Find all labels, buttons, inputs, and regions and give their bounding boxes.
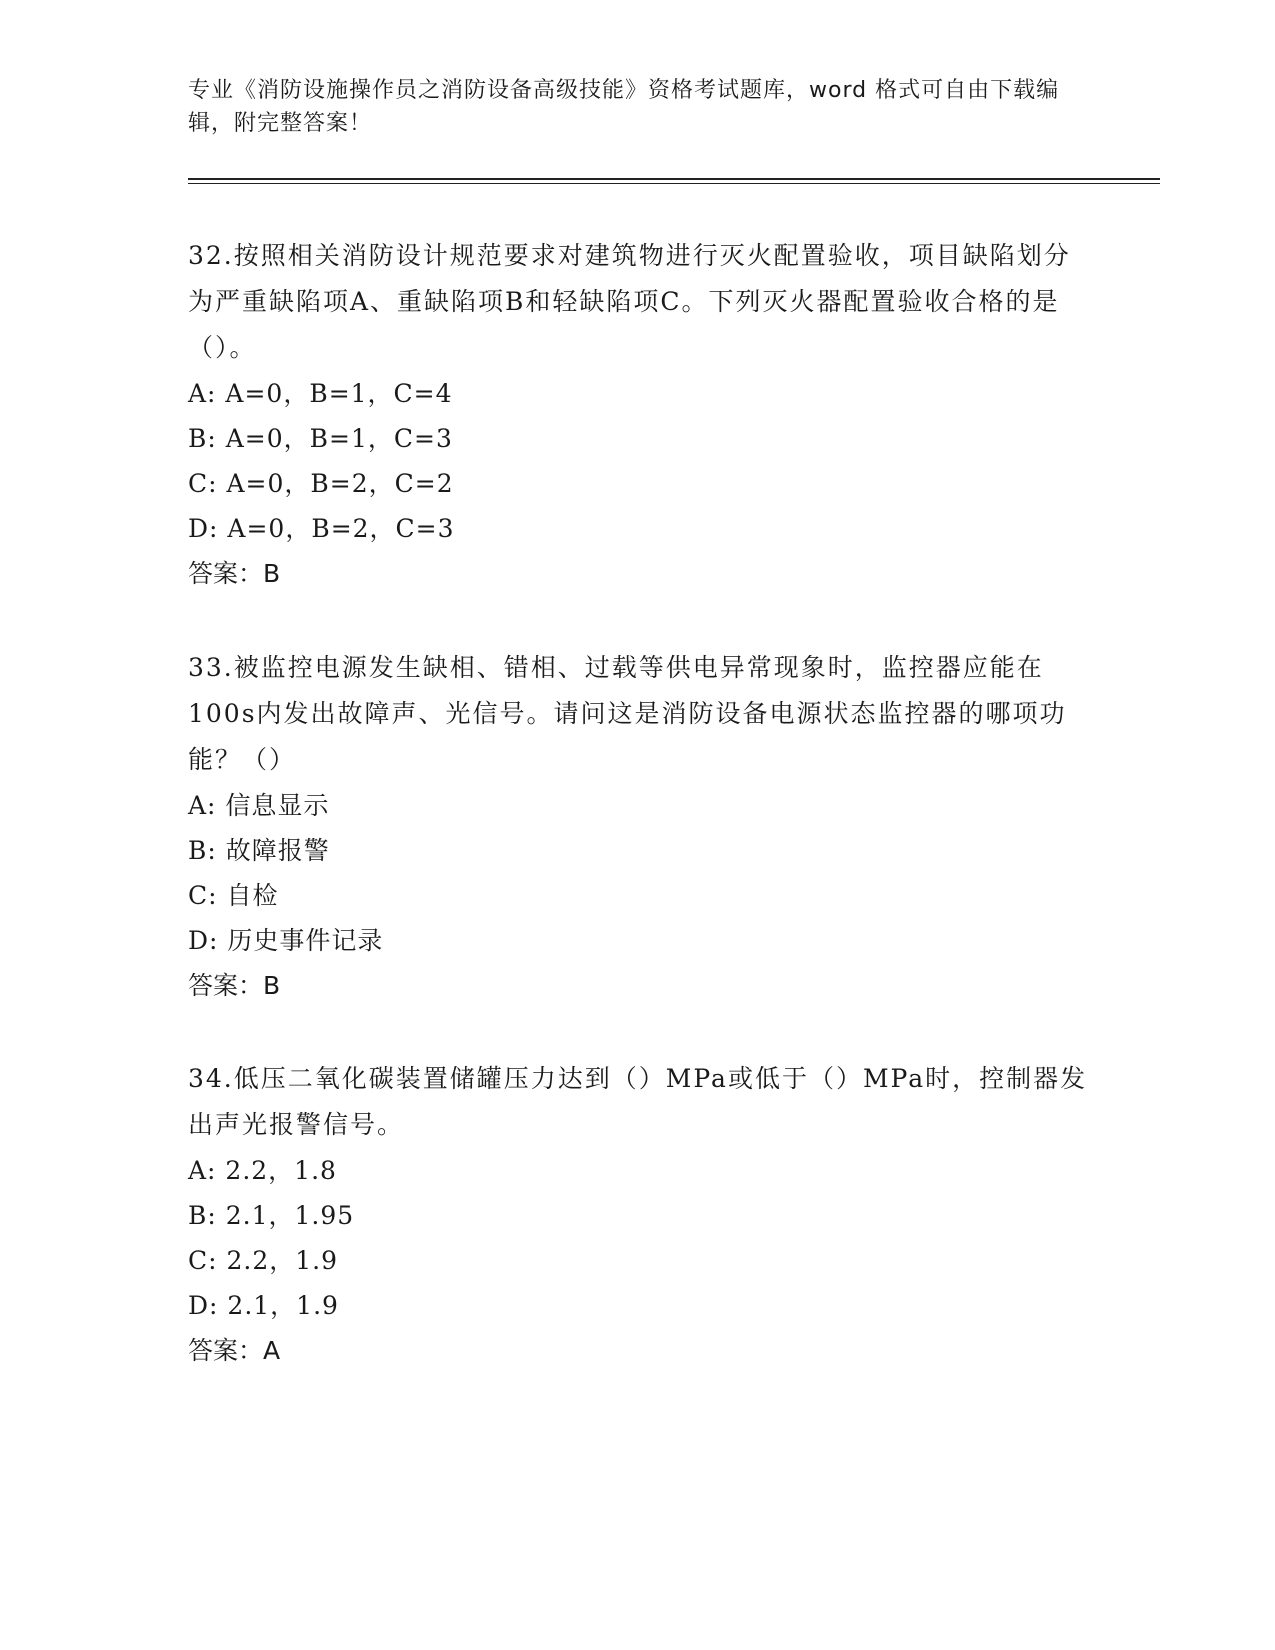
answer-line: 答案：B <box>188 559 281 588</box>
option-b: B: A=0，B=1，C=3 <box>188 424 453 453</box>
header-divider-thick <box>188 178 1160 180</box>
option-c: C: 2.2，1.9 <box>188 1246 339 1275</box>
document-header: 专业《消防设施操作员之消防设备高级技能》资格考试题库，word 格式可自由下载编辑，附完整答案！ <box>188 78 1060 136</box>
option-d: D: 2.1，1.9 <box>188 1291 339 1320</box>
option-a: A: 信息显示 <box>188 791 330 820</box>
answer-line: 答案：A <box>188 1336 281 1365</box>
option-d: D: A=0，B=2，C=3 <box>188 514 455 543</box>
question-stem: 34.低压二氧化碳装置储罐压力达到（）MPa或低于（）MPa时，控制器发出声光报警信号。 <box>188 1064 1088 1139</box>
question-stem: 32.按照相关消防设计规范要求对建筑物进行灭火配置验收，项目缺陷划分为严重缺陷项A、重缺陷项B和轻缺陷项C。下列灭火器配置验收合格的是（）。 <box>188 241 1071 362</box>
question-32 <box>188 233 1088 597</box>
option-b: B: 故障报警 <box>188 836 330 865</box>
question-33 <box>188 645 1088 1009</box>
answer-line: 答案：B <box>188 971 281 1000</box>
option-a: A: A=0，B=1，C=4 <box>188 379 453 408</box>
question-34 <box>188 1056 1088 1374</box>
question-stem: 33.被监控电源发生缺相、错相、过载等供电异常现象时，监控器应能在100s内发出故障声、光信号。请问这是消防设备电源状态监控器的哪项功能？（） <box>188 653 1067 774</box>
option-b: B: 2.1，1.95 <box>188 1201 355 1230</box>
option-d: D: 历史事件记录 <box>188 926 384 955</box>
option-c: C: A=0，B=2，C=2 <box>188 469 454 498</box>
option-c: C: 自检 <box>188 881 279 910</box>
header-divider-thin <box>188 183 1160 184</box>
option-a: A: 2.2，1.8 <box>188 1156 337 1185</box>
